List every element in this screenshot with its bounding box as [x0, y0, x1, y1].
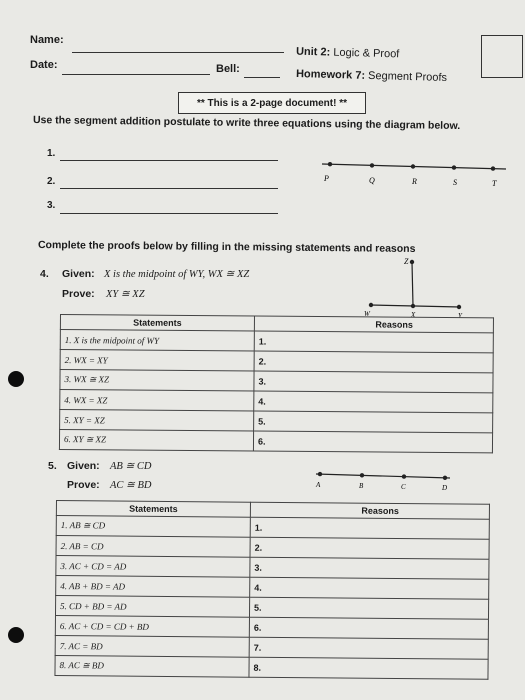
point-a-dot — [318, 472, 322, 476]
problem5-given-label: Given: — [67, 460, 100, 472]
problem5-prove-label: Prove: — [67, 479, 100, 491]
unit-title: Unit 2: Logic & Proof — [295, 45, 400, 61]
reason-cell[interactable]: 2. — [254, 351, 493, 373]
question-number: 3. — [47, 200, 56, 211]
reason-cell[interactable]: 7. — [249, 637, 488, 659]
table-row — [55, 655, 488, 679]
point-p-dot — [328, 162, 332, 166]
name-blank[interactable] — [72, 52, 284, 53]
point-b-label: B — [359, 482, 364, 490]
two-page-banner: ** This is a 2-page document! ** — [178, 92, 366, 114]
point-x-dot — [411, 304, 415, 308]
statements-header: Statements — [60, 315, 254, 332]
point-d-label: D — [442, 484, 448, 492]
statement-cell: 3. AC + CD = AD — [56, 556, 250, 578]
answer-blank-1[interactable] — [60, 160, 278, 161]
segment-xz — [412, 262, 413, 306]
point-b-dot — [360, 473, 364, 477]
point-d-dot — [443, 476, 447, 480]
homework-title: Homework 7: Segment Proofs — [295, 68, 448, 84]
problem5-number: 5. — [48, 460, 57, 472]
statement-cell: 1. X is the midpoint of WY — [60, 330, 254, 352]
problem4-given-label: Given: — [62, 268, 95, 280]
point-x-label: X — [411, 311, 416, 319]
question-number: 2. — [47, 176, 56, 187]
point-q-label: Q — [369, 176, 375, 185]
point-t-dot — [491, 166, 495, 170]
reason-cell[interactable]: 8. — [249, 657, 488, 679]
statement-cell: 1. AB ≅ CD — [56, 516, 250, 538]
point-t-label: T — [492, 179, 497, 188]
statement-cell: 3. WX ≅ XZ — [60, 370, 254, 392]
bell-label: Bell: — [216, 63, 240, 75]
date-blank[interactable] — [62, 74, 210, 75]
reason-cell[interactable]: 1. — [254, 331, 493, 353]
point-c-dot — [402, 474, 406, 478]
reason-cell[interactable]: 3. — [250, 557, 489, 579]
statement-cell: 5. CD + BD = AD — [55, 596, 249, 618]
statement-cell: 6. AC + CD = CD + BD — [55, 615, 249, 637]
segment-diagram-pqrst — [316, 156, 516, 192]
point-s-dot — [452, 165, 456, 169]
problem4-prove-text: XY ≅ XZ — [106, 289, 145, 300]
binder-hole — [8, 371, 24, 387]
point-y-label: Y — [458, 312, 462, 320]
reason-cell[interactable]: 5. — [254, 411, 493, 433]
section1-instruction: Use the segment addition postulate to write three equations using the diagram below. — [32, 114, 461, 132]
reasons-header: Reasons — [254, 316, 493, 333]
table-row — [59, 430, 492, 453]
problem5-prove-text: AC ≅ BD — [110, 480, 152, 491]
score-box — [481, 35, 523, 78]
statements-header: Statements — [56, 501, 250, 518]
point-p-label: P — [324, 174, 329, 183]
question-number: 1. — [47, 148, 56, 159]
statement-cell: 6. XY ≅ XZ — [59, 430, 253, 452]
problem4-given-text: X is the midpoint of WY, WX ≅ XZ — [104, 269, 250, 280]
reason-cell[interactable]: 3. — [254, 371, 493, 393]
point-s-label: S — [453, 178, 457, 187]
section2-instruction: Complete the proofs below by filling in the missing statements and reasons — [37, 239, 416, 255]
answer-blank-2[interactable] — [60, 188, 278, 189]
segment-ad — [316, 474, 450, 478]
statement-cell: 2. AB = CD — [56, 536, 250, 558]
reasons-header: Reasons — [250, 502, 489, 519]
point-z-label: Z — [404, 257, 409, 266]
midpoint-diagram-wxyz — [356, 252, 476, 320]
reason-cell[interactable]: 5. — [249, 597, 488, 619]
statement-cell: 5. XY = XZ — [60, 410, 254, 432]
bell-blank[interactable] — [244, 77, 280, 78]
point-w-dot — [369, 303, 373, 307]
reason-cell[interactable]: 4. — [250, 577, 489, 599]
segment-diagram-abcd — [310, 468, 460, 496]
statement-cell: 4. AB + BD = AD — [56, 576, 250, 598]
point-z-dot — [410, 260, 414, 264]
reason-cell[interactable]: 4. — [254, 391, 493, 413]
statement-cell: 2. WX = XY — [60, 350, 254, 372]
problem5-given-text: AB ≅ CD — [110, 461, 152, 472]
proof-table-4 — [59, 314, 494, 453]
reason-cell[interactable]: 6. — [253, 431, 492, 453]
problem4-prove-label: Prove: — [62, 288, 95, 300]
problem4-number: 4. — [40, 268, 49, 280]
point-q-dot — [370, 163, 374, 167]
name-label: Name: — [30, 34, 64, 46]
point-w-label: W — [364, 310, 370, 318]
reason-cell[interactable]: 1. — [250, 517, 489, 539]
point-c-label: C — [401, 483, 406, 491]
statement-cell: 8. AC ≅ BD — [55, 655, 249, 677]
point-r-dot — [411, 164, 415, 168]
point-r-label: R — [412, 177, 417, 186]
point-a-label: A — [316, 481, 321, 489]
answer-blank-3[interactable] — [60, 213, 278, 214]
proof-table-5 — [54, 500, 490, 680]
reason-cell[interactable]: 6. — [249, 617, 488, 639]
point-y-dot — [457, 305, 461, 309]
reason-cell[interactable]: 2. — [250, 537, 489, 559]
statement-cell: 4. WX = XZ — [60, 390, 254, 412]
binder-hole — [8, 627, 24, 643]
date-label: Date: — [30, 59, 58, 71]
statement-cell: 7. AC = BD — [55, 635, 249, 657]
